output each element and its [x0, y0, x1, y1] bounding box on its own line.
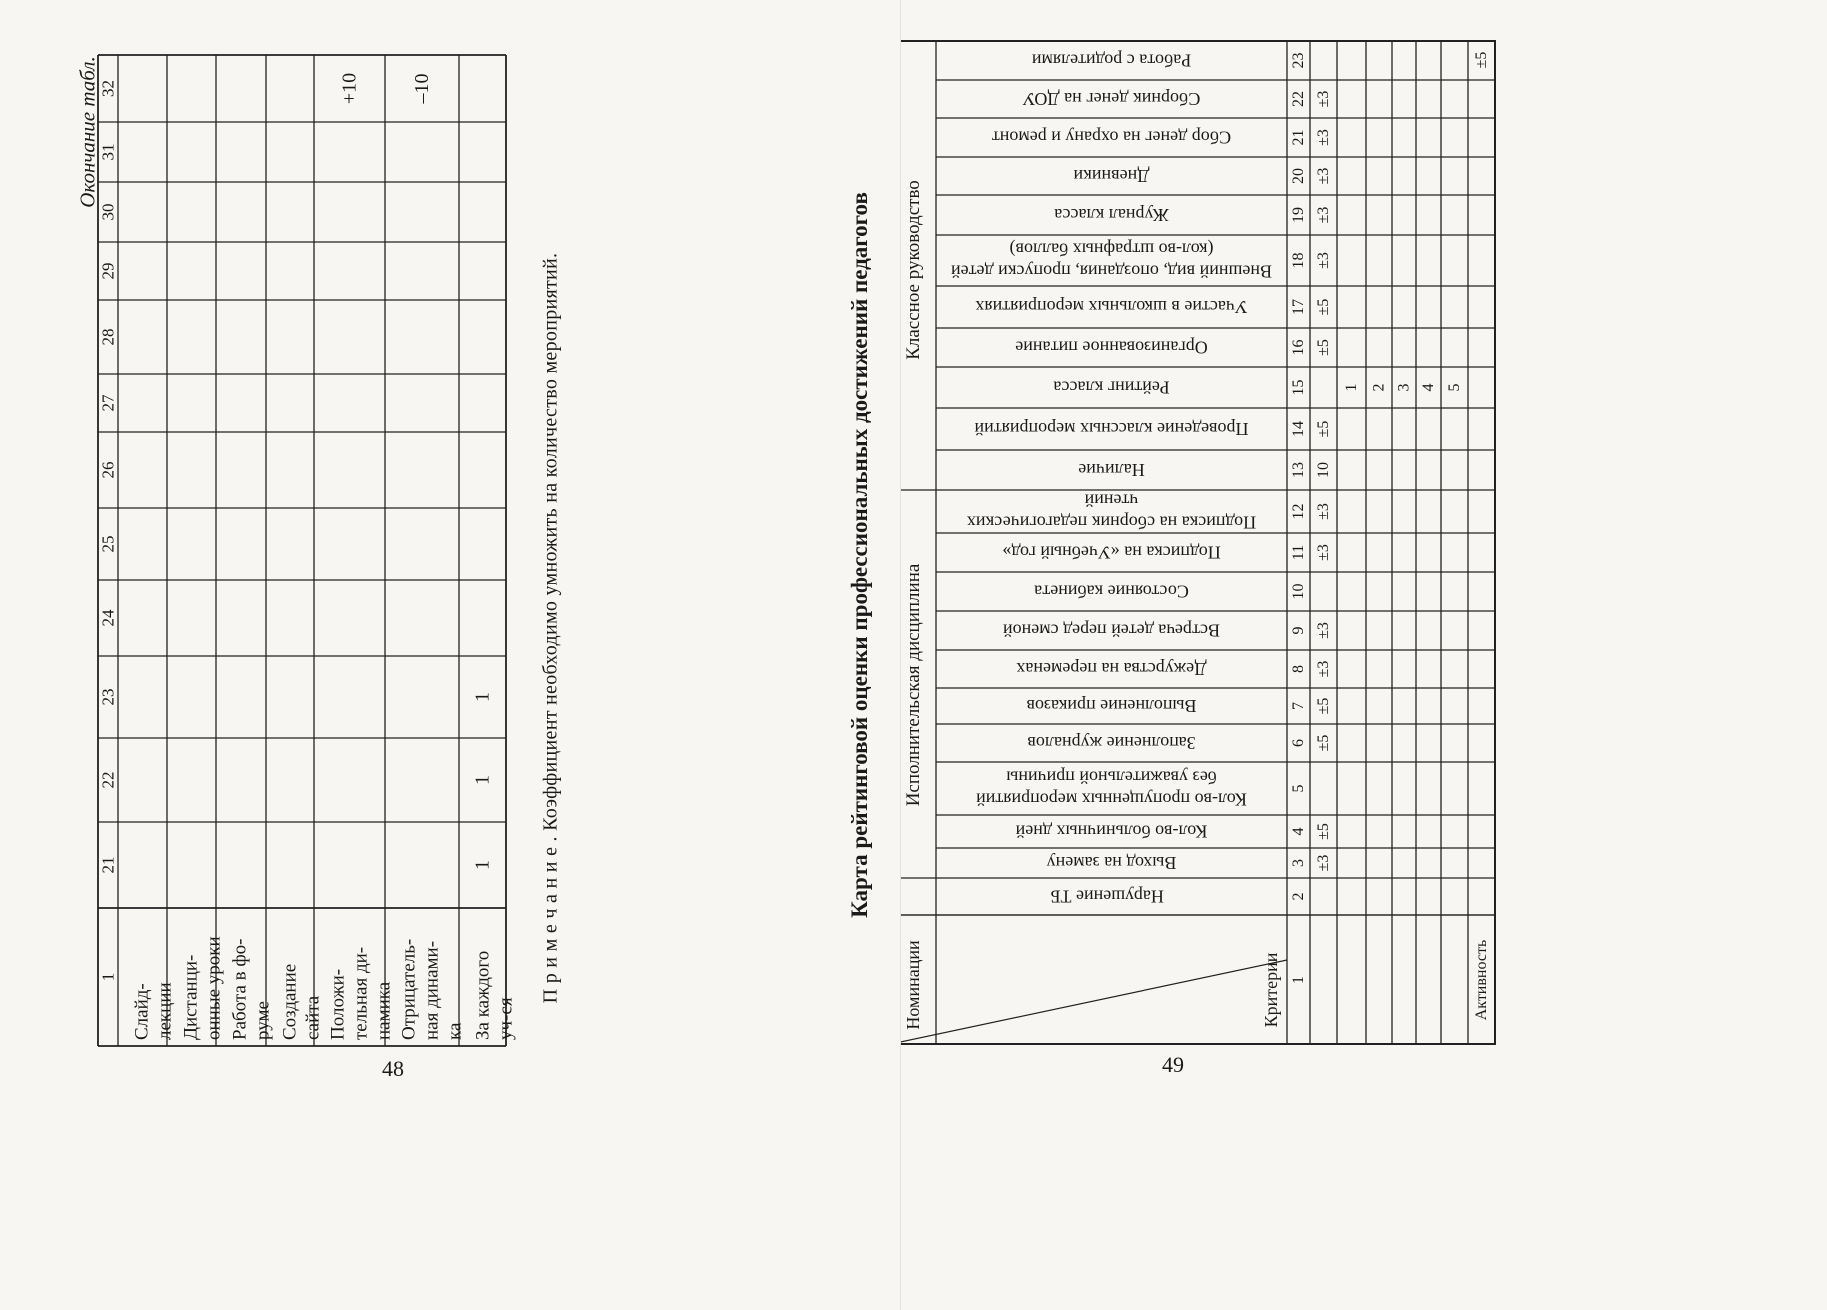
row-label: намика	[373, 981, 395, 1040]
column-number: 26	[98, 461, 118, 479]
criterion-number: 21	[1290, 129, 1307, 146]
criterion-label: Дневники	[1073, 166, 1150, 186]
column-number: 1	[98, 972, 118, 982]
criterion-label: без уважительной причины	[1006, 767, 1217, 788]
cell-value: 1	[471, 775, 494, 785]
column-number: 28	[98, 328, 118, 346]
criterion-number: 15	[1290, 379, 1307, 396]
criterion-label: Рейтинг класса	[1053, 377, 1170, 398]
criterion-number: 11	[1290, 544, 1307, 561]
row-label: Дистанци-	[180, 954, 202, 1040]
column-number: 21	[98, 856, 118, 874]
criterion-number: 23	[1290, 52, 1307, 69]
criterion-label: Кол-во больничных дней	[1015, 821, 1208, 842]
criterion-label: чтений	[1084, 490, 1139, 511]
criterion-label: Работа с родителями	[1031, 50, 1192, 71]
row-label: Создание	[279, 963, 301, 1040]
row-label: тельная ди-	[350, 946, 372, 1040]
row-label: ка	[444, 1022, 466, 1040]
criterion-label: Нарушение ТБ	[1050, 886, 1164, 907]
criterion-value: ±3	[1315, 544, 1332, 561]
column-number: 23	[98, 688, 118, 706]
criterion-label: Организованное питание	[1015, 337, 1208, 358]
criterion-value: ±5	[1315, 734, 1332, 752]
criterion-value: ±3	[1315, 503, 1332, 520]
criterion-label: Выполнение приказов	[1026, 696, 1197, 716]
row-label: онные уроки	[203, 936, 225, 1040]
page-number: 48	[382, 1056, 404, 1081]
criterion-value: ±3	[1315, 660, 1332, 678]
criterion-label: Проведение классных мероприятий	[974, 419, 1249, 439]
criterion-value: ±5	[1315, 420, 1332, 438]
criterion-label: Состояние кабинета	[1034, 581, 1189, 602]
criterion-label: Выход на замену	[1046, 853, 1177, 873]
criterion-number: 14	[1290, 421, 1307, 437]
criterion-number: 8	[1290, 665, 1307, 673]
rating-place: 4	[1420, 383, 1437, 392]
right-page	[847, 0, 1827, 1310]
criterion-value: ±3	[1315, 90, 1332, 108]
column-number: 25	[98, 535, 118, 553]
criterion-label: Внешний вид, опоздания, пропуски детей	[950, 261, 1273, 282]
criterion-value: ±3	[1315, 167, 1332, 185]
left-page	[0, 0, 900, 1310]
criterion-label: Сбор денег на охрану и ремонт	[991, 127, 1232, 148]
row-label: Отрицатель-	[398, 938, 420, 1040]
page-number: 49	[1162, 1052, 1184, 1077]
criterion-number: 19	[1290, 207, 1307, 223]
group-label: Классное руководство	[903, 180, 924, 360]
column-number: 30	[98, 203, 118, 221]
criterion-number: 2	[1290, 892, 1307, 901]
criterion-value: ±5	[1315, 823, 1332, 840]
row-label: лекции	[154, 982, 176, 1040]
criterion-label: Дежурства на переменах	[1016, 659, 1207, 679]
criterion-value: ±3	[1315, 854, 1332, 872]
criterion-number: 3	[1290, 859, 1307, 867]
criterion-number: 22	[1290, 91, 1307, 107]
rating-place: 2	[1370, 383, 1388, 392]
criterion-number: 1	[1290, 976, 1307, 984]
criterion-value: ±5	[1315, 298, 1332, 316]
rating-table	[901, 0, 1827, 1310]
criterion-number: 6	[1290, 739, 1307, 747]
cell-value: 1	[471, 692, 494, 702]
criterion-label: Наличие	[1078, 460, 1145, 480]
criterion-number: 10	[1290, 583, 1307, 600]
criterion-label: Подписка на «Учебный год»	[1002, 542, 1221, 563]
criterion-label: Сборник денег на ДОУ	[1022, 89, 1201, 109]
row-label: ная динами-	[421, 940, 443, 1040]
row-label: Положи-	[327, 968, 349, 1040]
column-number: 32	[98, 80, 118, 97]
row-label: Работа в фо-	[229, 938, 251, 1040]
criterion-value: ±3	[1315, 252, 1332, 269]
row-label: руме	[252, 1001, 274, 1040]
row-label: За каждого	[472, 950, 494, 1040]
column-number: 31	[98, 143, 118, 161]
criterion-value: ±3	[1315, 622, 1332, 639]
column-number: 27	[98, 394, 118, 412]
criterion-number: 20	[1290, 168, 1307, 184]
criterion-value: ±5	[1315, 697, 1332, 715]
criterion-value: ±3	[1315, 206, 1332, 224]
criterion-label: Участие в школьных мероприятиях	[975, 297, 1248, 317]
criterion-label: (кол-во штрафных баллов)	[1009, 239, 1214, 260]
criterion-number: 7	[1290, 702, 1307, 710]
table-continuation-caption: Окончание табл.	[75, 56, 100, 208]
criterion-value: ±3	[1315, 129, 1332, 146]
corner-nominations: Номинации	[903, 940, 923, 1030]
criterion-number: 12	[1290, 503, 1307, 520]
criterion-number: 18	[1290, 252, 1307, 269]
column-number: 24	[98, 609, 118, 627]
group-label: Исполнительская дисциплина	[903, 563, 924, 807]
cell-value: –10	[411, 73, 433, 104]
criterion-number: 9	[1290, 626, 1307, 635]
column-number: 29	[98, 262, 118, 280]
criterion-label: Журнал класса	[1054, 205, 1169, 225]
cell-value: 1	[471, 860, 494, 870]
row-label: сайта	[302, 995, 324, 1040]
criterion-label: Встреча детей перед сменой	[1003, 620, 1220, 641]
row-label: Слайд-	[131, 983, 153, 1040]
criterion-number: 16	[1290, 339, 1307, 356]
criterion-label: Кол-во пропущенных мероприятий	[976, 789, 1247, 810]
criterion-value: ±5	[1315, 339, 1332, 356]
page-title: Карта рейтинговой оценки профессиональных достижений педагогов	[847, 192, 872, 918]
criterion-number: 4	[1290, 827, 1307, 836]
activity-label: Активность	[1473, 939, 1490, 1021]
left-table	[0, 0, 900, 1310]
row-label: уч-ся	[495, 997, 517, 1040]
rating-place: 5	[1446, 383, 1463, 392]
corner-criteria: Критерии	[1261, 952, 1281, 1028]
corner-diagonal	[901, 960, 1287, 1044]
criterion-label: Заполнение журналов	[1027, 733, 1196, 753]
column-number: 22	[98, 771, 118, 789]
table-note: П р и м е ч а н и е . Коэффициент необходимо умножить на количество мероприятий.	[539, 252, 562, 1004]
cell-value: +10	[338, 72, 361, 105]
table-frame	[901, 41, 1495, 1044]
rating-place: 3	[1395, 383, 1413, 392]
criterion-number: 13	[1290, 462, 1307, 478]
criterion-label: Подписка на сборник педагогических	[966, 512, 1257, 533]
criterion-number: 5	[1290, 784, 1307, 793]
rating-place: 1	[1343, 383, 1360, 392]
criterion-value: 10	[1315, 462, 1332, 478]
criterion-number: 17	[1290, 299, 1307, 315]
activity-value: ±5	[1473, 51, 1490, 69]
